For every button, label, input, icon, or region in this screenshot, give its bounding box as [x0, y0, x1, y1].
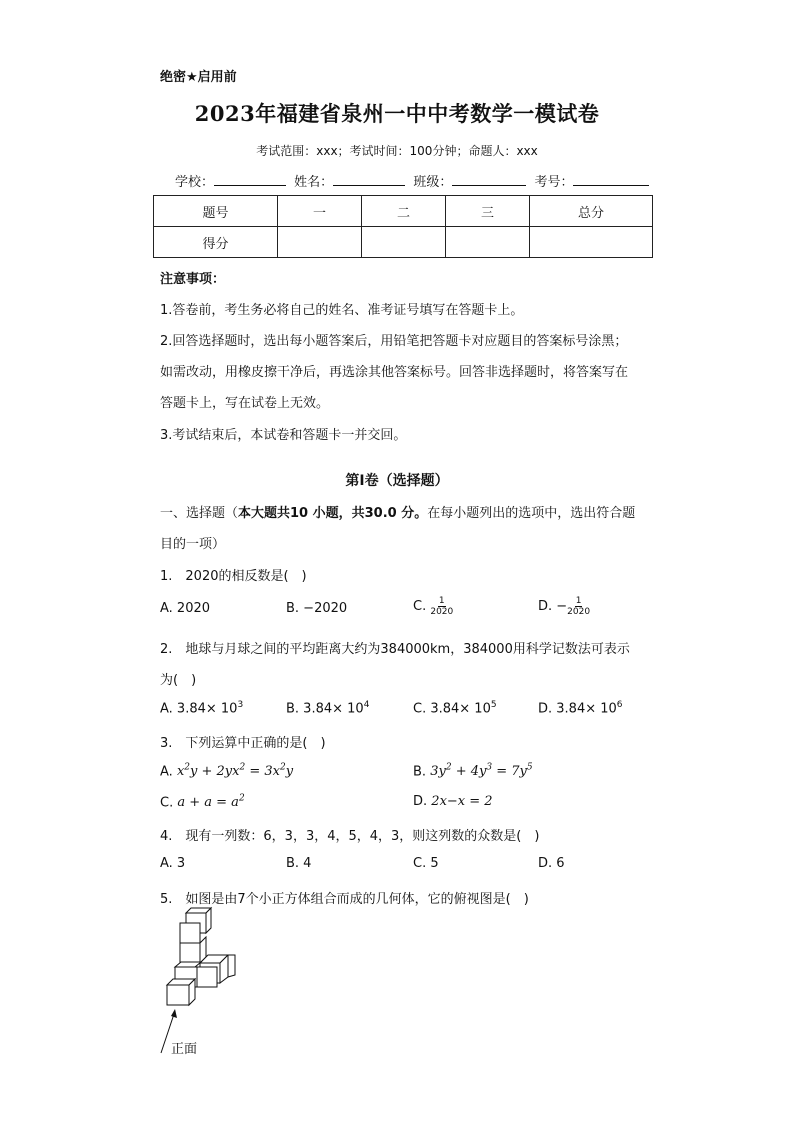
cube-figure [155, 905, 255, 1055]
exponent: 3 [237, 700, 244, 710]
q3-option-b-expr: $3y^2 + 4y^3 = 7y^5$ [430, 763, 533, 780]
score-table [153, 195, 653, 258]
fraction [430, 596, 453, 617]
notice-item: 如需改动，用橡皮擦干净后，再选涂其他答案标号。回答非选择题时，将答案写在 [160, 365, 629, 380]
q3-option-a-expr: $x^2y + 2yx^2 = 3x^2y$ [176, 763, 294, 780]
notice-title: 注意事项： [160, 272, 226, 287]
q3-option-a-label: A. [160, 764, 173, 780]
arrowhead-icon [171, 1009, 177, 1018]
q3-option-d[interactable] [413, 794, 493, 809]
q2-option-a[interactable] [160, 700, 243, 716]
cube-top-face [175, 962, 201, 967]
q4-option-c[interactable]: C. 5 [413, 856, 439, 871]
cube-face [167, 985, 189, 1005]
secret-label: 绝密★启用前 [160, 70, 237, 85]
score-row-label: 得分 [154, 227, 278, 258]
name-label: 姓名： [294, 175, 334, 190]
score-cell[interactable] [446, 227, 530, 258]
score-header-cell: 二 [362, 196, 446, 227]
section-instruction [160, 502, 635, 521]
notice-item: 1.答卷前，考生务必将自己的姓名、准考证号填写在答题卡上。 [160, 303, 524, 318]
fraction-numerator: 1 [575, 596, 582, 606]
fraction-denominator: 2020 [567, 607, 591, 617]
q3-option-d-expr: 2x−x = 2 [431, 794, 493, 809]
instruction-prefix: 一、选择题（ [160, 506, 239, 521]
score-table-score-row [154, 227, 653, 258]
notice-item: 3.考试结束后，本试卷和答题卡一并交回。 [160, 428, 407, 443]
q3-option-c[interactable] [160, 794, 245, 810]
q1-option-d[interactable] [538, 596, 590, 617]
q1-option-b[interactable]: B. −2020 [286, 601, 348, 616]
score-cell[interactable] [362, 227, 446, 258]
q1-option-c-label: C. [413, 599, 431, 614]
q3-option-c-expr: $a + a = a^2$ [177, 794, 245, 811]
q3-option-b-label: B. [413, 764, 427, 780]
q3-option-d-label: D. [413, 794, 428, 809]
q1-option-d-label: D. − [538, 599, 568, 614]
q3-option-c-label: C. [160, 795, 174, 811]
cube-face [197, 967, 217, 987]
student-fields [175, 171, 653, 190]
q4-option-a[interactable]: A. 3 [160, 856, 186, 871]
section-instruction-line2: 目的一项） [160, 537, 226, 552]
exam-no-label: 考号： [534, 175, 574, 190]
section-title: 第Ⅰ卷（选择题） [345, 473, 449, 489]
question-1-stem: 1. 2020的相反数是( ) [160, 569, 307, 584]
score-cell[interactable] [278, 227, 362, 258]
score-header-cell: 题号 [154, 196, 278, 227]
q2-option-c-label: C. 3.84× 10 [413, 701, 491, 717]
school-blank[interactable] [214, 171, 286, 186]
score-header-cell: 三 [446, 196, 530, 227]
fraction [567, 596, 590, 617]
exam-no-blank[interactable] [573, 171, 649, 186]
question-2-stem: 2. 地球与月球之间的平均距离大约为384000km，384000用科学记数法可表示 [160, 642, 630, 657]
q2-option-d-label: D. 3.84× 10 [538, 701, 617, 717]
fraction-denominator: 2020 [430, 607, 454, 617]
exponent: 4 [363, 700, 370, 710]
q2-option-d[interactable] [538, 700, 623, 716]
instruction-bold: 本大题共10 小题，共30.0 分。 [238, 506, 428, 521]
q1-option-c[interactable] [413, 596, 453, 617]
score-header-cell: 总分 [530, 196, 653, 227]
notice-item: 答题卡上，写在试卷上无效。 [160, 396, 330, 411]
name-blank[interactable] [333, 171, 405, 186]
question-4-stem: 4. 现有一列数：6，3，3，4，5，4，3，则这列数的众数是( ) [160, 829, 540, 844]
score-cell[interactable] [530, 227, 653, 258]
class-label: 班级： [413, 175, 453, 190]
school-label: 学校： [175, 175, 215, 190]
q4-option-d[interactable]: D. 6 [538, 856, 565, 871]
question-2-stem-line2: 为( ) [160, 673, 197, 688]
exponent: 5 [490, 700, 497, 710]
class-blank[interactable] [452, 171, 526, 186]
fraction-numerator: 1 [438, 596, 445, 606]
cube-side-face [206, 908, 211, 933]
q1-option-a[interactable]: A. 2020 [160, 601, 211, 616]
score-table-header-row [154, 196, 653, 227]
q2-option-a-label: A. 3.84× 10 [160, 701, 238, 717]
cube-face [180, 923, 200, 943]
cube-face [180, 943, 200, 963]
notice-item: 2.回答选择题时，选出每小题答案后，用铅笔把答题卡对应题目的答案标号涂黑； [160, 334, 628, 349]
figure-front-label: 正面 [171, 1042, 198, 1057]
question-5-stem: 5. 如图是由7个小正方体组合而成的几何体，它的俯视图是( ) [160, 892, 529, 907]
question-3-stem: 3. 下列运算中正确的是( ) [160, 736, 326, 751]
exponent: 6 [616, 700, 623, 710]
exam-info: 考试范围：xxx；考试时间：100分钟；命题人：xxx [256, 144, 538, 158]
q4-option-b[interactable]: B. 4 [286, 856, 312, 871]
q2-option-b-label: B. 3.84× 10 [286, 701, 364, 717]
score-header-cell: 一 [278, 196, 362, 227]
q3-option-a[interactable] [160, 763, 293, 779]
q2-option-b[interactable] [286, 700, 369, 716]
exam-title: 2023年福建省泉州一中中考数学一模试卷 [194, 101, 600, 126]
q3-option-b[interactable] [413, 763, 533, 779]
q2-option-c[interactable] [413, 700, 497, 716]
instruction-rest: 在每小题列出的选项中，选出符合题 [427, 506, 636, 521]
